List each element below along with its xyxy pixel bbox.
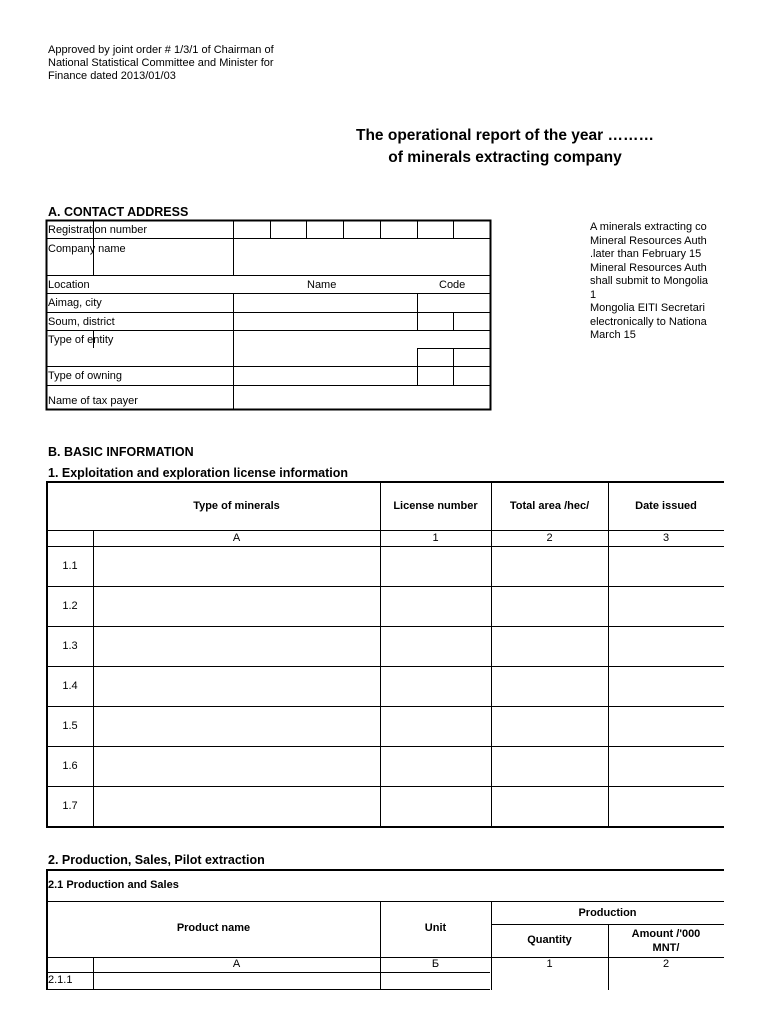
col-total-area: Total area /hec/: [509, 500, 590, 512]
basic-section-heading: B. BASIC INFORMATION: [48, 445, 194, 459]
owning-type-label: Type of owning: [48, 370, 122, 382]
side-note-line: Mineral Resources Auth: [590, 261, 707, 274]
row-number: 1.4: [62, 680, 78, 692]
col-product-name: Product name: [176, 922, 251, 934]
col-amount: [608, 927, 724, 955]
side-note-line: Mineral Resources Auth: [590, 234, 707, 247]
code-1: 1: [546, 958, 553, 970]
side-note-line: 1: [590, 288, 597, 301]
row-number: 1.7: [62, 800, 78, 812]
col-amount-line-1: Amount /'000: [631, 928, 701, 940]
approval-line: Finance dated 2013/01/03: [48, 70, 176, 82]
title-line-2: of minerals extracting company: [388, 149, 622, 166]
code-b: Б: [431, 958, 440, 970]
col-type-of-minerals: Type of minerals: [193, 500, 280, 512]
license-heading: 1. Exploitation and exploration license information: [48, 466, 349, 480]
col-production: Production: [578, 907, 637, 919]
row-number: 1.5: [62, 720, 78, 732]
code-1: 1: [432, 532, 439, 544]
entity-type-label: Type of entity: [48, 334, 114, 346]
row-number: 1.3: [62, 640, 78, 652]
code-a: A: [232, 958, 241, 970]
col-license-number: License number: [393, 500, 478, 512]
side-note-line: A minerals extracting co: [590, 221, 707, 233]
side-note-line: March 15: [590, 329, 636, 341]
approval-line: National Statistical Committee and Minister for: [48, 57, 274, 69]
production-sub-heading: 2.1 Production and Sales: [48, 879, 179, 891]
location-label: Location: [48, 279, 90, 291]
soum-label: Soum, district: [48, 316, 115, 328]
aimag-label: Aimag, city: [48, 297, 102, 309]
code-a: A: [232, 532, 241, 544]
row-number: 1.2: [62, 600, 78, 612]
title-line-1: The operational report of the year ………: [356, 127, 654, 144]
col-date-issued: Date issued: [635, 500, 697, 512]
code-2: 2: [546, 532, 553, 544]
col-quantity: Quantity: [527, 934, 572, 946]
registration-label: Registration number: [48, 224, 148, 236]
name-column-label: Name: [307, 279, 337, 291]
col-unit: Unit: [424, 922, 447, 934]
contact-section-heading: A. CONTACT ADDRESS: [48, 205, 189, 219]
production-heading: 2. Production, Sales, Pilot extraction: [48, 853, 265, 867]
code-3: 3: [662, 532, 670, 544]
code-column-label: Code: [439, 279, 466, 291]
side-note-line: electronically to Nationa: [590, 315, 707, 328]
company-name-label: Company name: [48, 243, 126, 255]
side-note-line: .later than February 15: [590, 248, 702, 260]
taxpayer-label: Name of tax payer: [48, 395, 138, 407]
row-number: 1.1: [62, 560, 78, 572]
row-number: 1.6: [62, 760, 78, 772]
row-number: 2.1.1: [48, 974, 73, 986]
col-amount-line-2: MNT/: [652, 942, 680, 954]
approval-line: Approved by joint order # 1/3/1 of Chairman of: [48, 44, 274, 56]
side-note-line: shall submit to Mongolia: [590, 275, 709, 287]
code-2: 2: [662, 958, 670, 970]
side-note-line: Mongolia EITI Secretari: [590, 302, 705, 314]
